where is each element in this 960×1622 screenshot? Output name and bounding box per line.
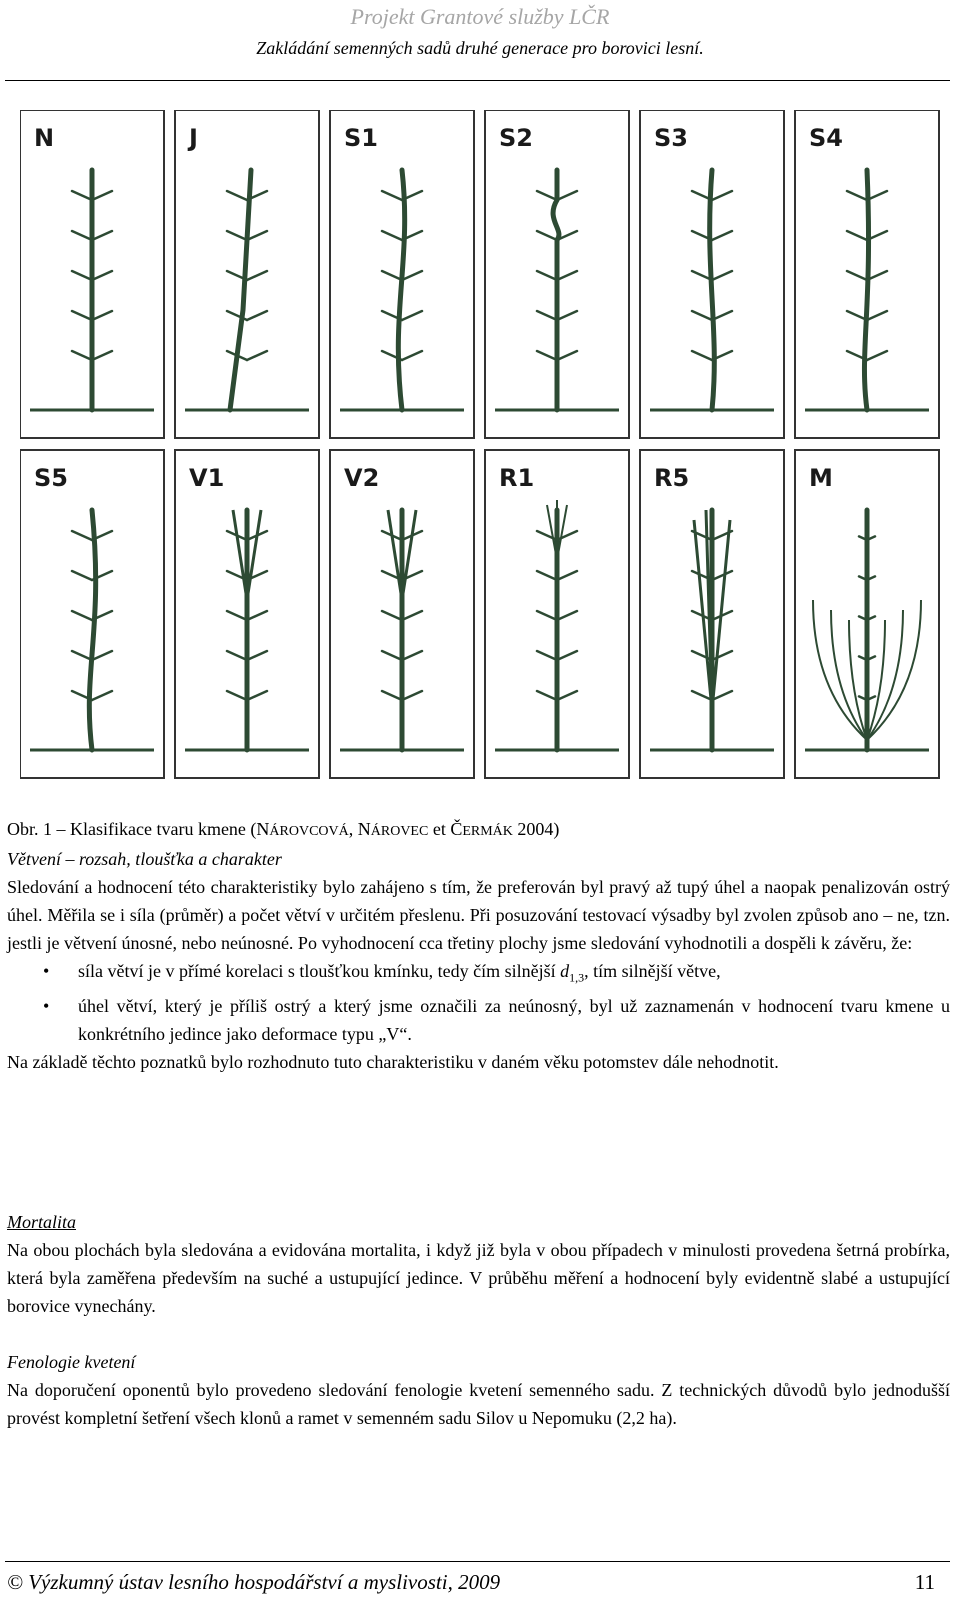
section-heading: Větvení – rozsah, tloušťka a charakter [7, 849, 282, 869]
panel-label: S5 [34, 464, 68, 492]
section-mortality [7, 1208, 950, 1320]
stem-form-diagram [20, 110, 940, 810]
panel-label: V1 [189, 464, 225, 492]
panel-v2 [330, 450, 474, 778]
panel-s4 [795, 110, 939, 438]
section-branching [7, 845, 950, 1076]
panel-label: S4 [809, 124, 843, 152]
panel-label: R1 [499, 464, 535, 492]
footer-copyright: © Výzkumný ústav lesního hospodářství a myslivosti, 2009 [7, 1570, 501, 1594]
header-rule [5, 80, 950, 81]
paragraph: Na základě těchto poznatků bylo rozhodnuto tuto charakteristiku v daném věku potomstev dále nehodnotit. [7, 1051, 779, 1072]
panel-label: J [189, 124, 198, 152]
list-item: • síla větví je v přímé korelaci s tloušťkou kmínku, tedy čím silnější $d_{1,3}$, tím silnější větve, [43, 961, 721, 985]
list-item: • úhel větví, který je příliš ostrý a který jsme označili za neúnosný, byl už zaznamenán v hodnocení tvaru kmene u konkrétního jedince jako deformace typu „V“. [43, 995, 950, 1044]
paragraph: Sledování a hodnocení této charakteristiky bylo zahájeno s tím, že preferován byl pravý až tupý úhel a naopak penalizován ostrý úhel. Měřila se i síla (průměr) a počet větví v určitém přeslenu. Při posuzování testovací výsadby byl zvolen způsob ano – ne, tzn. jestli je větvení únosné, nebo neúnosné. Po vyhodnocení cca třetiny plochy jsme sledování vyhodnotili a dospěli k závěru, že: [7, 877, 950, 953]
figure-caption: Obr. 1 – Klasifikace tvaru kmene (NÁROVCOVÁ, NÁROVEC et ČERMÁK 2004) [7, 819, 560, 839]
panel-label: R5 [654, 464, 690, 492]
panel-label: M [809, 464, 833, 492]
panel-s1 [330, 110, 474, 438]
panel-label: S2 [499, 124, 533, 152]
panel-r5 [640, 450, 784, 778]
panel-n [20, 110, 164, 438]
panel-s3 [640, 110, 784, 438]
panel-label: N [34, 124, 55, 152]
panel-label: V2 [344, 464, 380, 492]
section-heading: Mortalita [7, 1212, 77, 1232]
panel-label: S1 [344, 124, 378, 152]
panel-j [175, 110, 319, 438]
stem-form-figure [20, 110, 940, 810]
paragraph: Na obou plochách byla sledována a evidována mortalita, i když již byla v obou případech v minulosti provedena šetrná probírka, která byla zaměřena především na suché a ustupující jedince. V průběhu měření a hodnocení byly evidentně slabé a ustupující borovice vynechány. [7, 1240, 950, 1316]
header-project: Projekt Grantové služby LČR [350, 4, 610, 29]
page-number: 11 [914, 1570, 935, 1594]
panel-m [795, 450, 939, 778]
panel-s2 [485, 110, 629, 438]
panel-r1 [485, 450, 629, 778]
panel-label: S3 [654, 124, 688, 152]
footer [7, 1570, 950, 1595]
section-heading: Fenologie kvetení [7, 1352, 136, 1372]
header-title: Zakládání semenných sadů druhé generace pro borovici lesní. [256, 38, 704, 58]
section-phenology [7, 1348, 950, 1432]
footer-rule [5, 1561, 950, 1562]
panel-s5 [20, 450, 164, 778]
panel-v1 [175, 450, 319, 778]
paragraph: Na doporučení oponentů bylo provedeno sledování fenologie kvetení semenného sadu. Z technických důvodů bylo jednodušší provést kompletní šetření všech klonů a ramet v semenném sadu Silov u Nepomuku (2,2 ha). [7, 1380, 950, 1428]
